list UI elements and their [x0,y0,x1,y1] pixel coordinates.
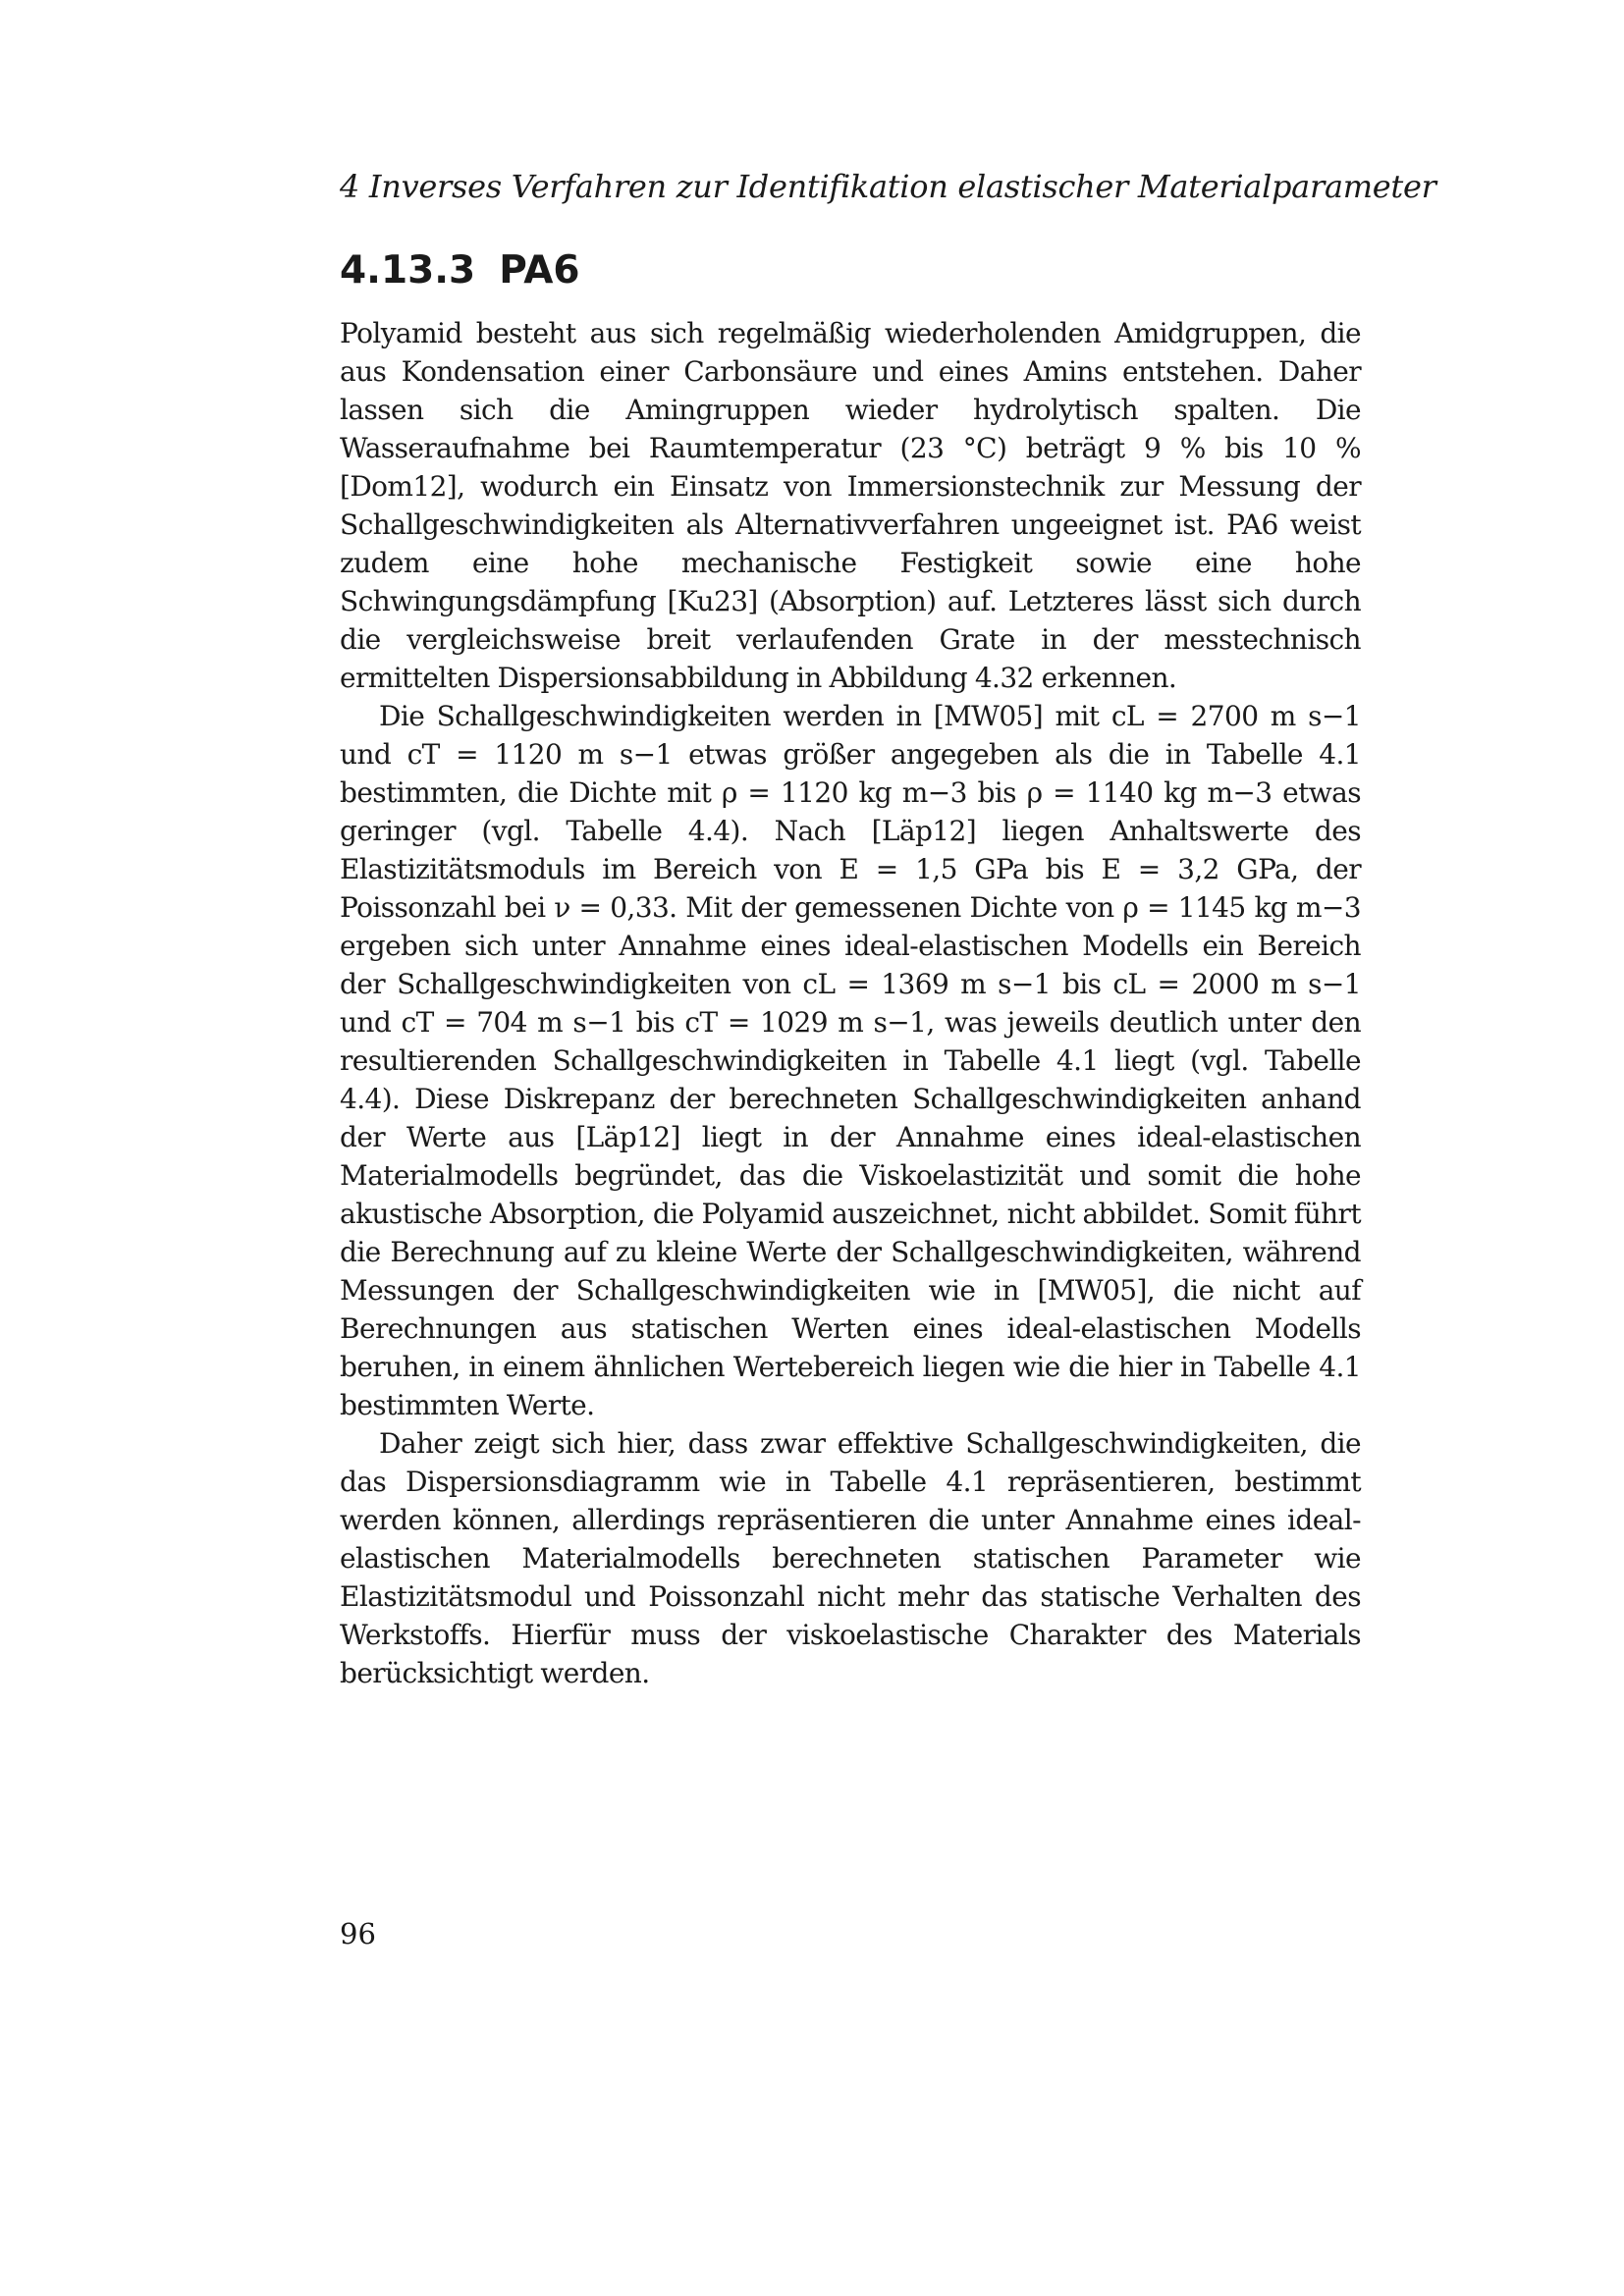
body-text [340,314,1361,1692]
page-number: 96 [340,1917,376,1950]
running-header: 4 Inverses Verfahren zur Identifikation elastischer Materialparameter [340,168,1436,205]
section-heading [340,247,580,294]
paragraph: Die Schallgeschwindigkeiten werden in [MW05] mit cL = 2700 m s−1 und cT = 1120 m s−1 etwas größer angegeben als die in Tabelle 4.1 bestimmten, die Dichte mit ρ = 1120 kg m−3 bis ρ = 1140 kg m−3 etwas geringer (vgl. Tabelle 4.4). Nach [Läp12] liegen Anhaltswerte des Elastizitätsmoduls im Bereich von E = 1,5 GPa bis E = 3,2 GPa, der Poissonzahl bei ν = 0,33. Mit der gemessenen Dichte von ρ = 1145 kg m−3 ergeben sich unter Annahme eines ideal-elastischen Modells ein Bereich der Schallgeschwindigkeiten von cL = 1369 m s−1 bis cL = 2000 m s−1 und cT = 704 m s−1 bis cT = 1029 m s−1, was jeweils deutlich unter den resultierenden Schallgeschwindigkeiten in Tabelle 4.1 liegt (vgl. Tabelle 4.4). Diese Diskrepanz der berechneten Schallgeschwindigkeiten anhand der Werte aus [Läp12] liegt in der Annahme eines ideal-elastischen Materialmodells begründet, das die Viskoelastizität und somit die hohe akustische Absorption, die Polyamid auszeichnet, nicht abbildet. Somit führt die Berechnung auf zu kleine Werte der Schallgeschwindigkeiten, während Messungen der Schallgeschwindigkeiten wie in [MW05], die nicht auf Berechnungen aus statischen Werten eines ideal-elastischen Modells beruhen, in einem ähnlichen Wertebereich liegen wie die hier in Tabelle 4.1 bestimmten Werte. [340,700,1361,1421]
section-number: 4.13.3 [340,248,476,293]
paragraph: Daher zeigt sich hier, dass zwar effektive Schallgeschwindigkeiten, die das Dispersionsdiagramm wie in Tabelle 4.1 repräsentieren, bestimmt werden können, allerdings repräsentieren die unter Annahme eines ideal-elastischen Materialmodells berechneten statischen Parameter wie Elastizitätsmodul und Poissonzahl nicht mehr das statische Verhalten des Werkstoffs. Hierfür muss der viskoelastische Charakter des Materials berücksichtigt werden. [340,1427,1361,1689]
paragraph: Polyamid besteht aus sich regelmäßig wiederholenden Amidgruppen, die aus Kondensation einer Carbonsäure und eines Amins entstehen. Daher lassen sich die Amingruppen wieder hydrolytisch spalten. Die Wasseraufnahme bei Raumtemperatur (23 °C) beträgt 9 % bis 10 % [Dom12], wodurch ein Einsatz von Immersionstechnik zur Messung der Schallgeschwindigkeiten als Alternativverfahren ungeeignet ist. PA6 weist zudem eine hohe mechanische Festigkeit sowie eine hohe Schwingungsdämpfung [Ku23] (Absorption) auf. Letzteres lässt sich durch die vergleichsweise breit verlaufenden Grate in der messtechnisch ermittelten Dispersionsabbildung in Abbildung 4.32 erkennen. [340,317,1361,694]
section-title: PA6 [499,248,580,293]
